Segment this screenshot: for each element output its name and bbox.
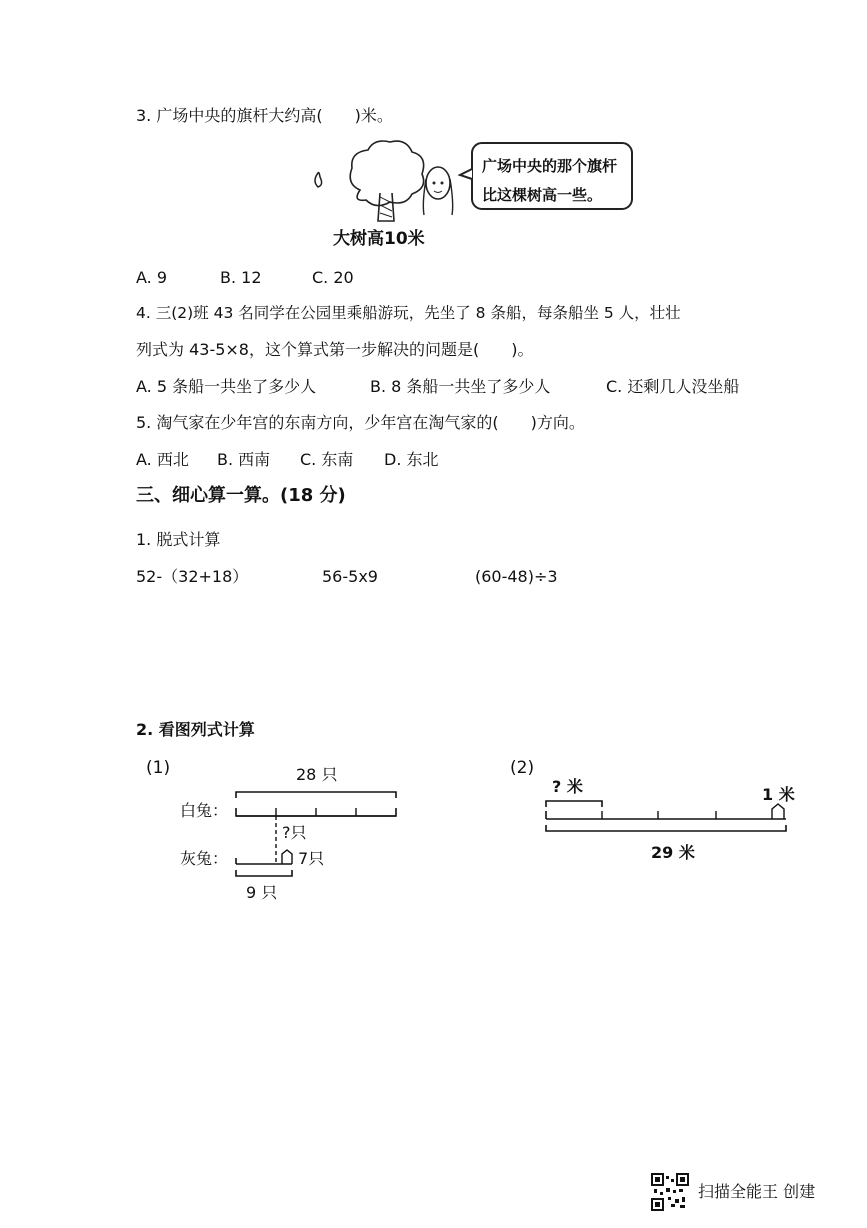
q4-stem-line-2: 列式为 43-5×8，这个算式第一步解决的问题是( )。 bbox=[136, 340, 534, 359]
subsection-1-title: 1. 脱式计算 bbox=[136, 530, 221, 549]
speech-line-2: 比这棵树高一些。 bbox=[482, 186, 603, 204]
q3-option-a: A. 9 bbox=[136, 268, 168, 287]
q4-option-a: A. 5 条船一共坐了多少人 bbox=[136, 377, 317, 396]
diagram-1-bars bbox=[226, 780, 406, 890]
diagram-2-unknown: ? 米 bbox=[552, 777, 583, 796]
diagram-1-row-1: 白兔： bbox=[180, 801, 229, 820]
diagram-1-unknown: ?只 bbox=[282, 823, 307, 842]
doodle-icon bbox=[315, 173, 322, 188]
qr-code-icon bbox=[651, 1173, 689, 1211]
diagram-1-bottom: 9 只 bbox=[246, 883, 278, 902]
expression-3: (60-48)÷3 bbox=[475, 567, 558, 586]
diagram-2-label: (2) bbox=[510, 758, 535, 778]
section-3-title: 三、细心算一算。(18 分) bbox=[136, 485, 346, 506]
diagram-1-row-2: 灰兔： bbox=[180, 849, 229, 868]
tree-caption: 大树高10米 bbox=[333, 229, 425, 249]
q5-stem: 5. 淘气家在少年宫的东南方向，少年宫在淘气家的( )方向。 bbox=[136, 413, 585, 432]
diagram-1-extra: 7只 bbox=[298, 849, 325, 868]
expression-2: 56-5x9 bbox=[322, 567, 378, 586]
diagram-1-total: 28 只 bbox=[296, 765, 338, 784]
q4-option-c: C. 还剩几人没坐船 bbox=[606, 377, 740, 396]
q5-option-c: C. 东南 bbox=[300, 450, 354, 469]
diagram-2-total: 29 米 bbox=[651, 843, 695, 862]
q3-option-b: B. 12 bbox=[220, 268, 262, 287]
tree-icon bbox=[350, 141, 423, 221]
subsection-2-title: 2. 看图列式计算 bbox=[136, 720, 255, 739]
q4-option-b: B. 8 条船一共坐了多少人 bbox=[370, 377, 551, 396]
q4-stem-line-1: 4. 三(2)班 43 名同学在公园里乘船游玩，先坐了 8 条船，每条船坐 5 人，壮壮 bbox=[136, 304, 681, 322]
footer-watermark: 扫描全能王 创建 bbox=[698, 1182, 816, 1201]
diagram-2-bars bbox=[540, 795, 800, 845]
q5-option-b: B. 西南 bbox=[217, 450, 271, 469]
speech-line-1: 广场中央的那个旗杆 bbox=[482, 157, 618, 175]
q3-option-c: C. 20 bbox=[312, 268, 354, 287]
diagram-1-label: (1) bbox=[146, 758, 171, 778]
q5-option-a: A. 西北 bbox=[136, 450, 189, 469]
q3-stem: 3. 广场中央的旗杆大约高( )米。 bbox=[136, 106, 393, 125]
expression-1: 52-（32+18） bbox=[136, 567, 249, 586]
diagram-2-small: 1 米 bbox=[762, 785, 795, 804]
girl-icon bbox=[423, 167, 452, 215]
q5-option-d: D. 东北 bbox=[384, 450, 439, 469]
